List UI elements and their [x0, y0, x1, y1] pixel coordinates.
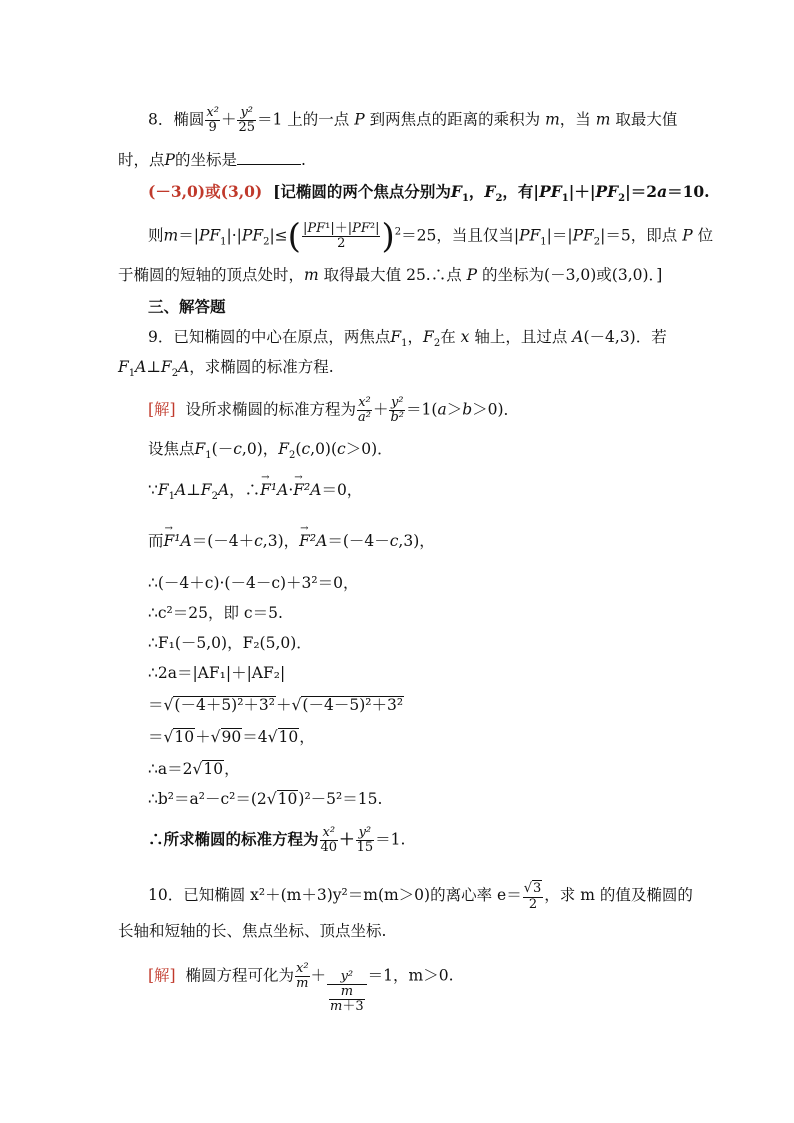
answer-text: (－3,0)或(3,0)	[148, 182, 263, 201]
q8-answer-line-2: 则$m=|PF_1|\cdot|PF_2|\le$( $\frac{\text{|PF¹|＋|PF²|}}{2}$ )$^2$＝25，当且仅当$|PF_1|=|PF_2|=5$，即点 P 位	[148, 216, 714, 257]
q9-solution-line-10: ＝√10＋√90＝4√10，	[148, 728, 315, 746]
q9-solution-line-9: ＝√(－4＋5)²＋3²＋√(－4－5)²＋3²	[148, 696, 404, 714]
q9-solution-line-8: ∴2a＝|AF₁|＋|AF₂|	[148, 664, 286, 682]
q8-answer-line-3: 于椭圆的短轴的顶点处时，m 取得最大值 25.∴点 P 的坐标为(－3,0)或(3,0)．]	[118, 266, 663, 284]
q8-answer-line-1: (－3,0)或(3,0) [记椭圆的两个焦点分别为$F_1$，$F_2$，有$|PF_1|+|PF_2|=2a=10$.	[148, 182, 710, 205]
section-title: 三、解答题	[148, 297, 226, 316]
q9-solution-line-1: [解] 设所求椭圆的标准方程为 $\frac{\text{x²}}{\text{a²}}$ ＋ $\frac{\text{y²}}{\text{b²}}$ ＝1(a＞b＞0)．	[148, 395, 520, 425]
q9-solution-line-3: $\because F_1A\perp F_2A$，∴→ F¹A·→ F²A＝0，	[148, 481, 362, 499]
q9-line-1: 9．已知椭圆的中心在原点，两焦点$F_1$，$F_2$在 x 轴上，且过点 A(－4,3)．若	[148, 328, 667, 350]
q9-solution-line-7: ∴F₁(－5,0)，F₂(5,0)．	[148, 634, 312, 652]
q9-solution-line-5: ∴(－4＋c)·(－4－c)＋3²＝0，	[148, 574, 359, 592]
q8-line-2: 时，点P的坐标是 .	[118, 151, 306, 169]
q10-line-2: 长轴和短轴的长、焦点坐标、顶点坐标.	[118, 922, 387, 940]
q9-solution-line-13: ∴所求椭圆的标准方程为 $\frac{\text{x²}}{40}$ ＋ $\frac{\text{y²}}{15}$ ＝1.	[148, 825, 406, 855]
q9-solution-line-4: 而→ F¹A＝(－4＋c,3)，→ F²A＝(－4－c,3)，	[148, 532, 435, 550]
q9-solution-line-12: ∴b²＝a²－c²＝(2√10)²－5²＝15.	[148, 790, 383, 808]
q10-solution-line-1: [解] 椭圆方程可化为 $\frac{\text{x²}}{m}$ ＋ $\frac{\text{y²}}{\frac{m}{m+3}}$ ＝1，m＞0.	[148, 961, 454, 1014]
solution-tag: [解]	[148, 400, 176, 419]
answer-blank[interactable]	[237, 150, 301, 165]
solution-tag: [解]	[148, 966, 176, 985]
q9-solution-line-11: ∴a＝2√10，	[148, 760, 240, 778]
q10-line-1: 10．已知椭圆 x²＋(m＋3)y²＝m(m＞0)的离心率 e＝ $\frac{√3}{2}$ ，求 m 的值及椭圆的	[148, 881, 693, 912]
q9-solution-line-2: 设焦点$F_1(-c,0)$，$F_2(c,0)(c>0)$．	[148, 440, 393, 462]
q9-solution-line-6: ∴c²＝25，即 c＝5.	[148, 604, 283, 622]
fraction-y2-25: $\frac{\text{y²}}{25}$	[238, 105, 255, 135]
q9-line-2: $F_1A\perp F_2A$，求椭圆的标准方程.	[118, 358, 334, 380]
q8-line-1: 8．椭圆 $\frac{\text{x²}}{9}$ ＋ $\frac{\text{y²}}{25}$ ＝1 上的一点 P 到两焦点的距离的乘积为 m，当 m 取最大值	[148, 105, 678, 135]
fraction-x2-9: $\frac{\text{x²}}{9}$	[206, 105, 219, 135]
